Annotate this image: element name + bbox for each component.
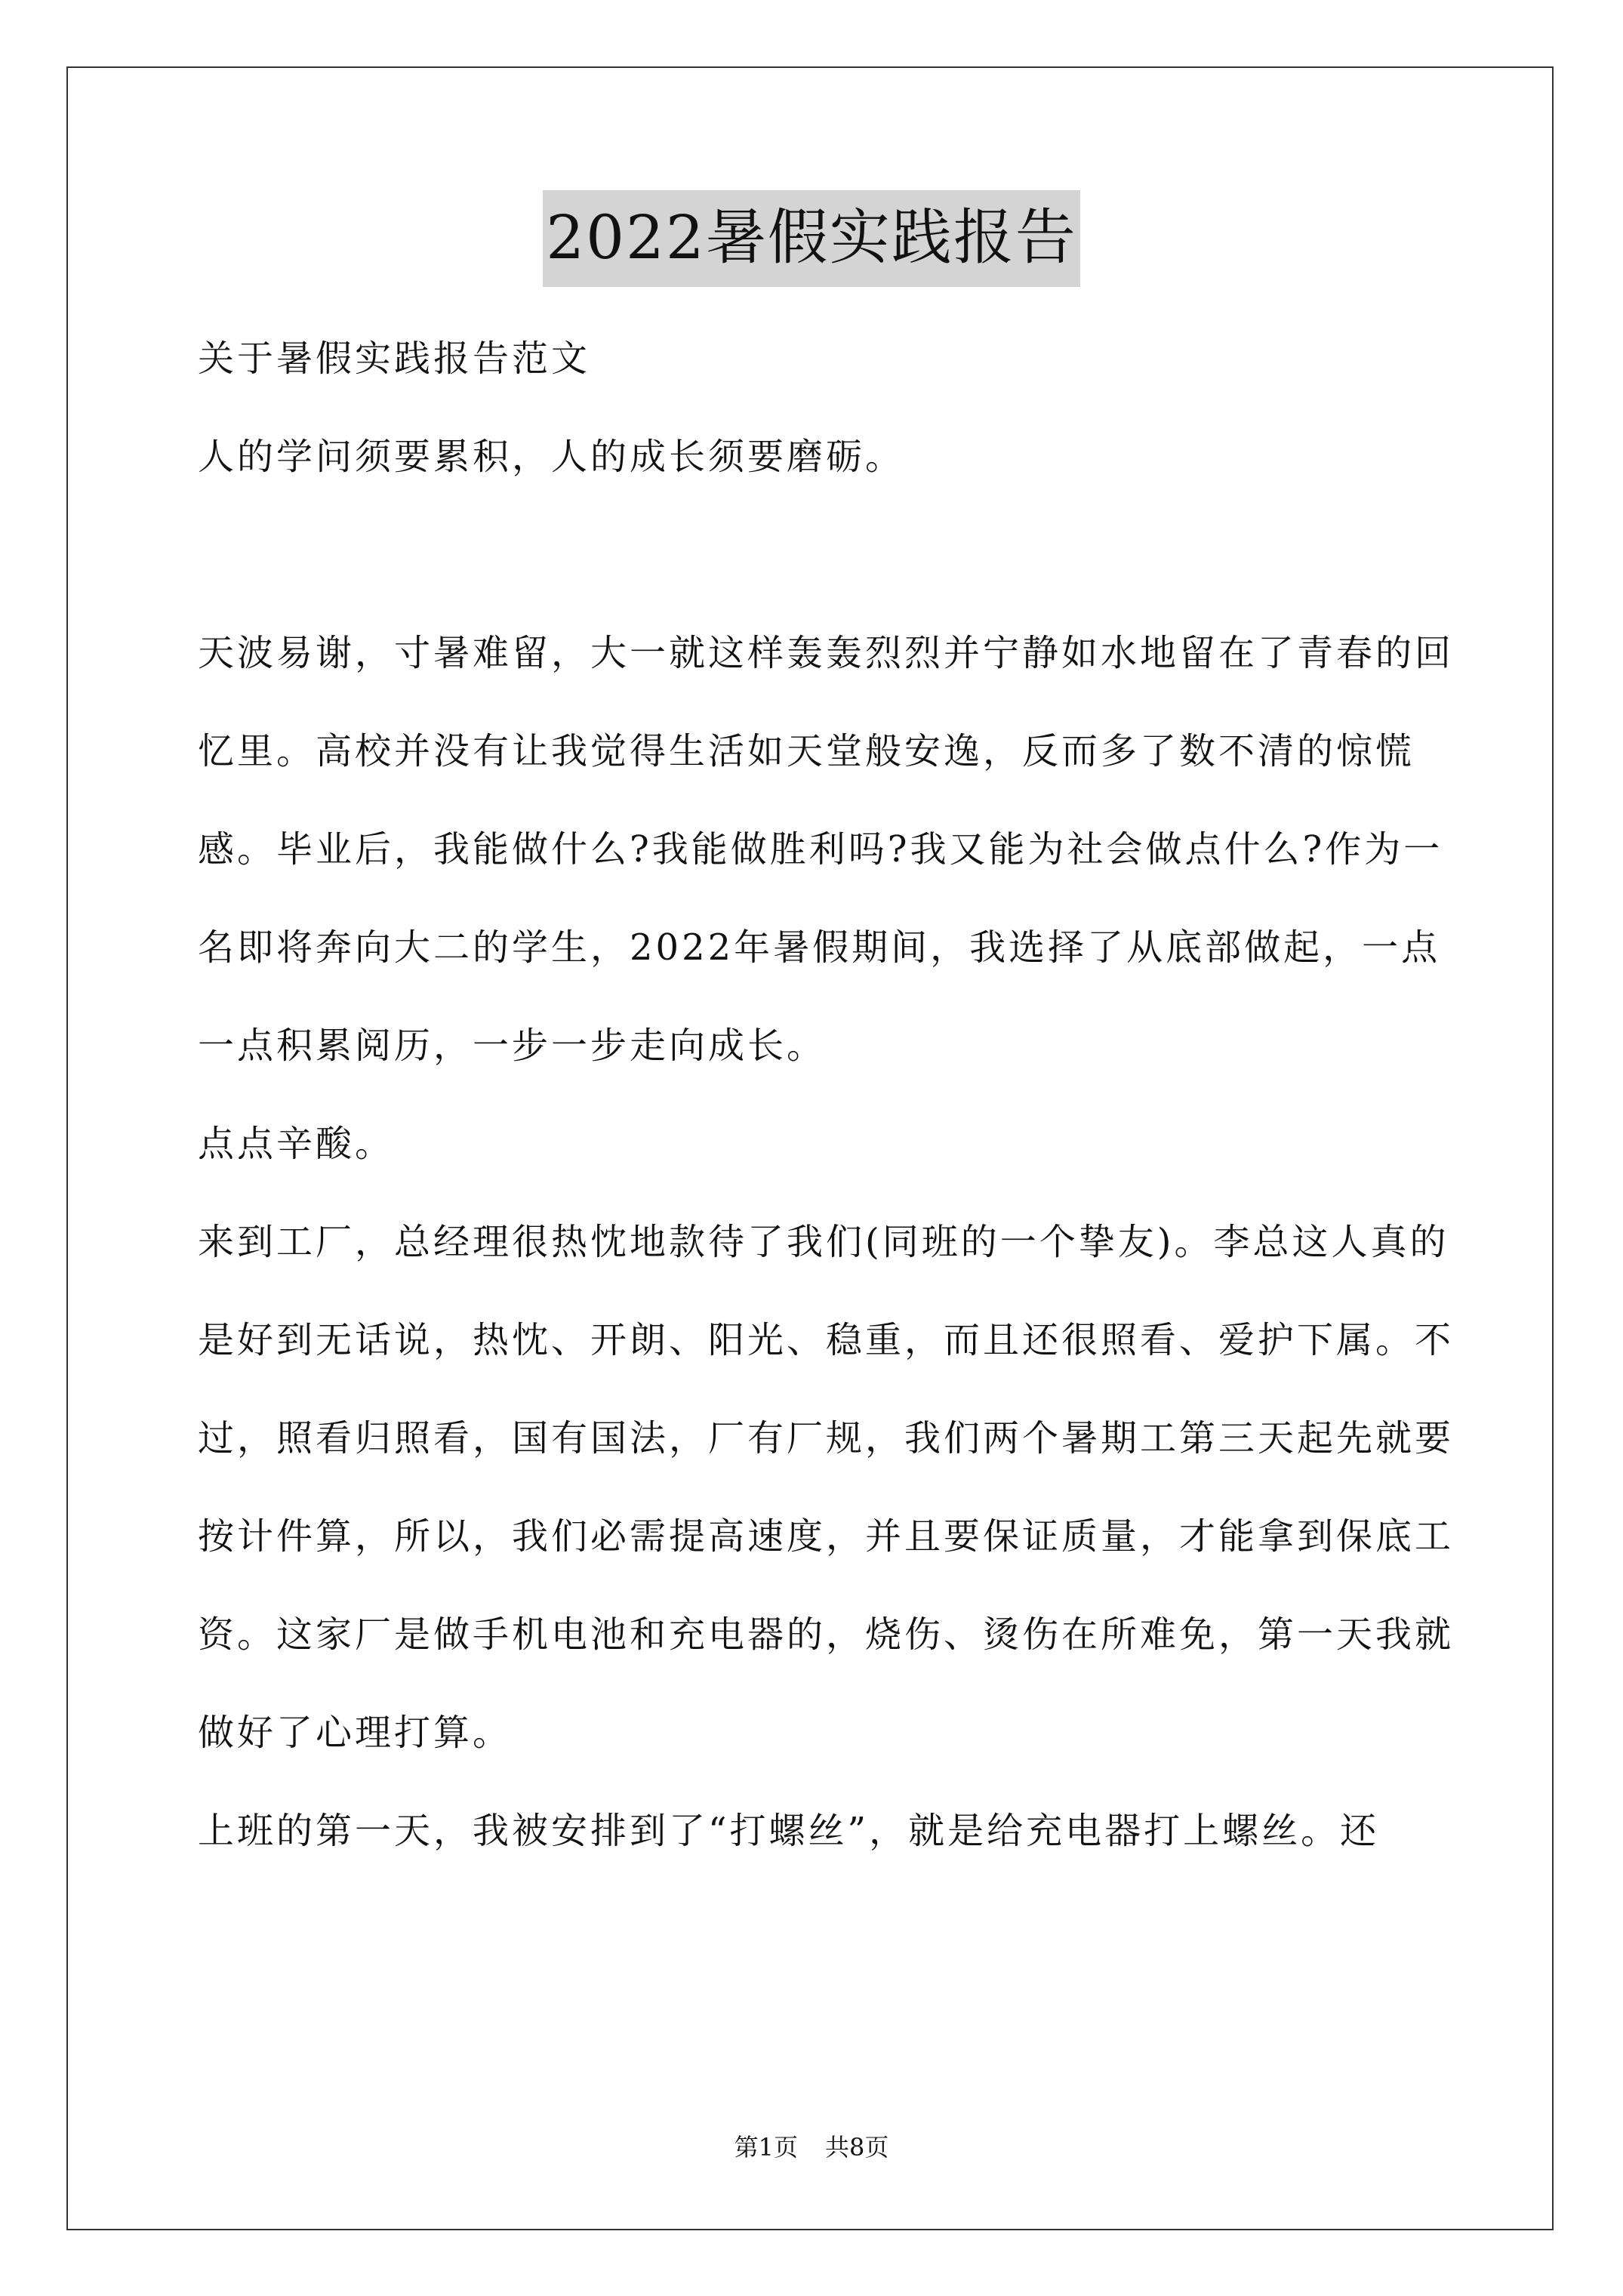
paragraph: 人的学问须要累积，人的成长须要磨砺。 [198,436,905,478]
paragraph: 点点辛酸。 [198,1123,395,1165]
page-footer [0,2131,1623,2164]
document-title-text: 2022暑假实践报告 [543,190,1080,287]
page-number-total: 共8页 [825,2133,889,2162]
page-number-current: 第1页 [734,2133,798,2162]
paragraph: 来到工厂，总经理很热忱地款待了我们(同班的一个挚友)。李总这人真的是好到无话说，热忱、开朗、阳光、稳重，而且还很照看、爱护下属。不过，照看归照看，国有国法，厂有厂规，我们两个暑期工第三天起先就要按计件算，所以，我们必需提高速度，并且要保证质量，才能拿到保底工资。这家厂是做手机电池和充电器的，烧伤、烫伤在所难免，第一天我就做好了心理打算。 [198,1221,1455,1754]
paragraph: 上班的第一天，我被安排到了“打螺丝”，就是给充电器打上螺丝。还 [198,1810,1380,1852]
document-title [0,190,1623,287]
document-subtitle: 关于暑假实践报告范文 [198,337,591,380]
document-body [198,310,1466,1880]
paragraph: 天波易谢，寸暑难留，大一就这样轰轰烈烈并宁静如水地留在了青春的回忆里。高校并没有让我觉得生活如天堂般安逸，反而多了数不清的惊慌感。毕业后，我能做什么?我能做胜利吗?我又能为社会做点什么?作为一名即将奔向大二的学生，2022年暑假期间，我选择了从底部做起，一点一点积累阅历，一步一步走向成长。 [198,632,1455,1067]
